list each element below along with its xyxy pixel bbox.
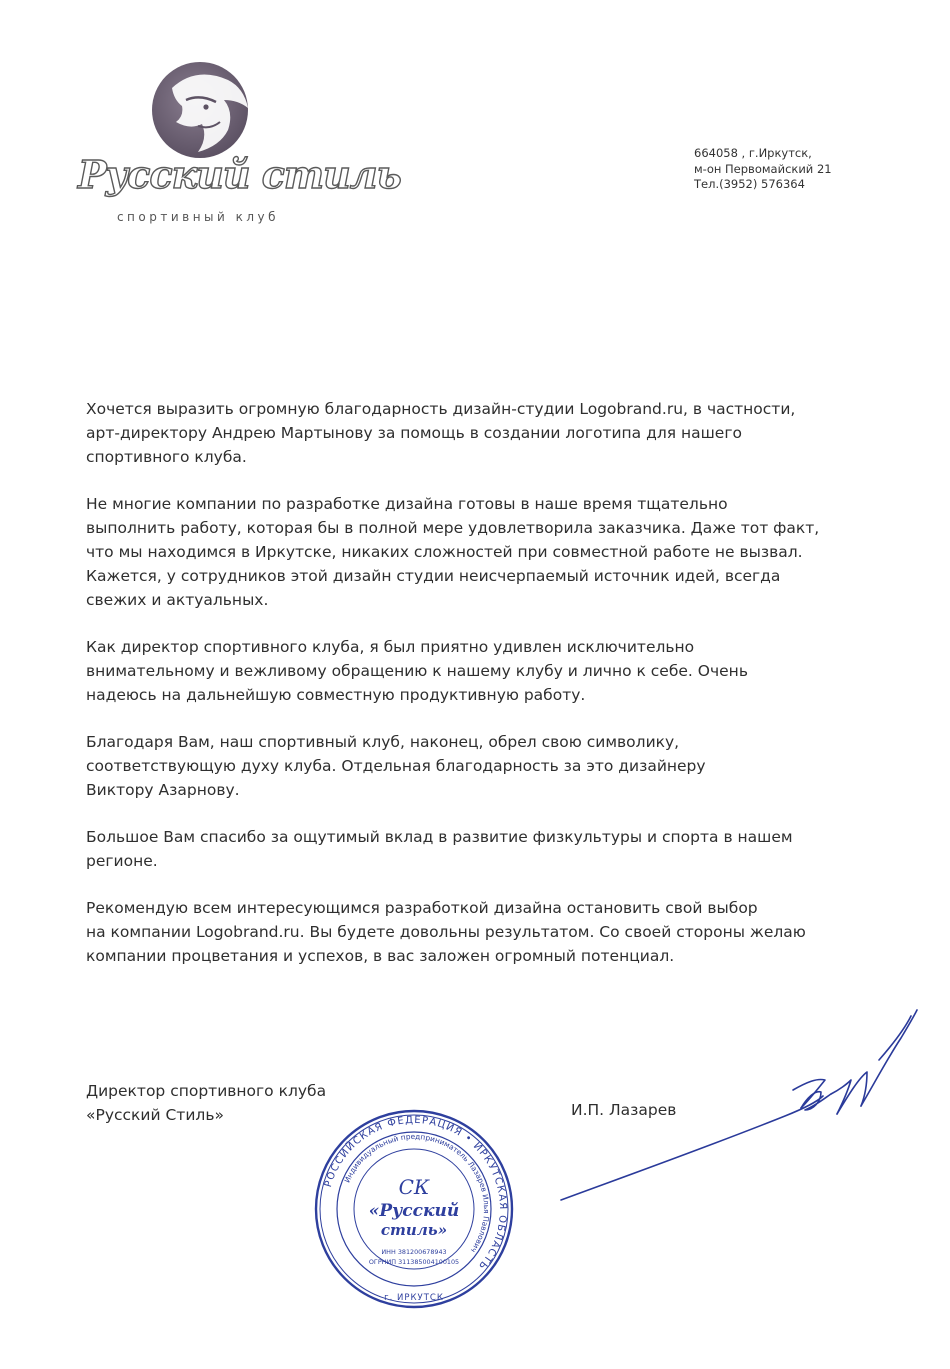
club-logo bbox=[78, 60, 401, 230]
seal-city: г. ИРКУТСК bbox=[384, 1293, 444, 1303]
text-line: спортивного клуба. bbox=[86, 448, 247, 466]
logo-wordmark: Русский стиль bbox=[78, 152, 401, 197]
letter-body bbox=[86, 397, 846, 991]
signatory-organization: «Русский Стиль» bbox=[86, 1106, 224, 1124]
phone-line: Тел.(3952) 576364 bbox=[694, 177, 805, 191]
text-line: Рекомендую всем интересующимся разработкой дизайна остановить свой выбор bbox=[86, 899, 758, 917]
text-line: Виктору Азарнову. bbox=[86, 781, 240, 799]
seal-inner-text: Индивидуальный предприниматель Лазарев Илья Павлович bbox=[342, 1131, 492, 1255]
paragraph bbox=[86, 896, 846, 968]
paragraph bbox=[86, 635, 846, 707]
address-line: м-он Первомайский 21 bbox=[694, 161, 832, 176]
paragraph bbox=[86, 492, 846, 612]
seal-center-abbr: СК bbox=[398, 1175, 430, 1199]
text-line: на компании Logobrand.ru. Вы будете довольны результатом. Со своей стороны желаю bbox=[86, 923, 806, 941]
paragraph bbox=[86, 397, 846, 469]
text-line: регионе. bbox=[86, 852, 158, 870]
logo-subtitle: спортивный клуб bbox=[116, 210, 280, 224]
text-line: внимательному и вежливому обращению к нашему клубу и лично к себе. Очень bbox=[86, 662, 748, 680]
seal-outer-text: РОССИЙСКАЯ ФЕДЕРАЦИЯ • ИРКУТСКАЯ ОБЛАСТЬ bbox=[322, 1114, 509, 1272]
text-line: Как директор спортивного клуба, я был приятно удивлен исключительно bbox=[86, 638, 695, 656]
text-line: Большое Вам спасибо за ощутимый вклад в развитие физкультуры и спорта в нашем bbox=[86, 828, 793, 846]
sender-address bbox=[694, 146, 832, 193]
signatory-title bbox=[86, 1079, 326, 1127]
text-line: Кажется, у сотрудников этой дизайн студии неисчерпаемый источник идей, всегда bbox=[86, 567, 781, 585]
text-line: Благодаря Вам, наш спортивный клуб, наконец, обрел свою символику, bbox=[86, 733, 680, 751]
text-line: выполнить работу, которая бы в полной мере удовлетворила заказчика. Даже тот факт, bbox=[86, 519, 820, 537]
text-line: соответствующую духу клуба. Отдельная благодарность за это дизайнеру bbox=[86, 757, 706, 775]
text-line: свежих и актуальных. bbox=[86, 591, 269, 609]
text-line: надеюсь на дальнейшую совместную продуктивную работу. bbox=[86, 686, 586, 704]
address-line: 664058 , г.Иркутск, bbox=[694, 146, 812, 160]
text-line: Не многие компании по разработке дизайна готовы в наше время тщательно bbox=[86, 495, 728, 513]
paragraph bbox=[86, 730, 846, 802]
text-line: что мы находимся в Иркутске, никаких сложностей при совместной работе не вызвал. bbox=[86, 543, 803, 561]
paragraph bbox=[86, 825, 846, 873]
seal-inn: ИНН 381200678943 bbox=[381, 1248, 447, 1256]
signatory-position: Директор спортивного клуба bbox=[86, 1082, 327, 1100]
company-seal-icon bbox=[313, 1108, 515, 1310]
seal-ogrnip: ОГРНИП 311385004100105 bbox=[368, 1258, 460, 1266]
signatory-name: И.П. Лазарев bbox=[571, 1101, 677, 1119]
seal-center-name-2: стиль» bbox=[380, 1221, 448, 1239]
text-line: компании процветания и успехов, в вас заложен огромный потенциал. bbox=[86, 947, 675, 965]
panther-head-icon bbox=[78, 60, 401, 230]
text-line: Хочется выразить огромную благодарность дизайн-студии Logobrand.ru, в частности, bbox=[86, 400, 796, 418]
handwritten-signature-icon bbox=[555, 998, 945, 1208]
seal-center-name: «Русский bbox=[368, 1201, 460, 1221]
text-line: арт-директору Андрею Мартынову за помощь в создании логотипа для нашего bbox=[86, 424, 742, 442]
